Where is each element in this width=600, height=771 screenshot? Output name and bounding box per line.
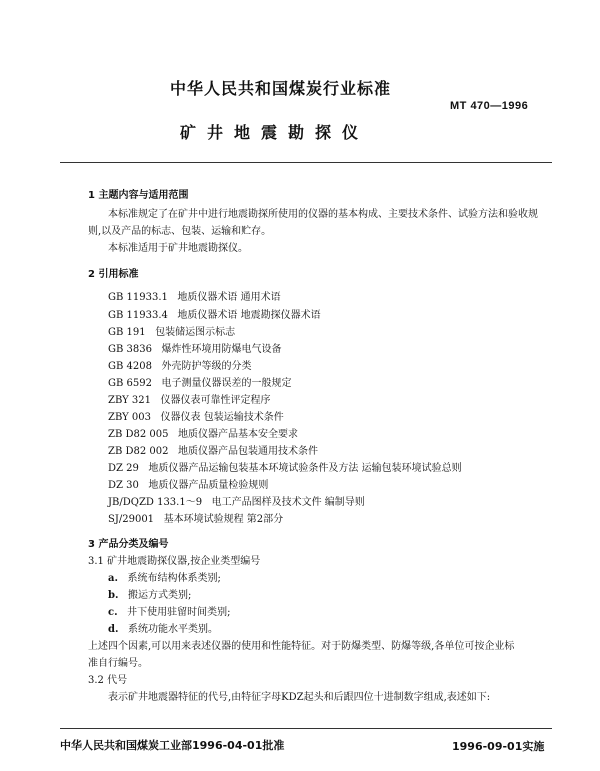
reference-code: ZB D82 005 (108, 429, 169, 440)
reference-title: 爆炸性环境用防爆电气设备 (161, 344, 282, 355)
section-1-para-1-line-2: 则,以及产品的标志、包装、运输和贮存。 (88, 226, 272, 237)
reference-title: 外壳防护等级的分类 (161, 361, 252, 372)
reference-title: 包装储运图示标志 (155, 327, 236, 338)
reference-title: 地质仪器术语 地震勘探仪器术语 (177, 310, 321, 321)
reference-code: ZBY 003 (108, 412, 151, 423)
reference-code: GB 11933.4 (108, 310, 168, 321)
reference-item (108, 493, 365, 508)
reference-code: DZ 30 (108, 480, 139, 491)
reference-title: 仪器仪表 包装运输技术条件 (160, 412, 284, 423)
reference-item (108, 357, 252, 372)
section-1-heading: 1 主题内容与适用范围 (88, 190, 189, 201)
reference-item (108, 323, 235, 338)
list-item (108, 604, 231, 621)
subsection-3-2-heading: 3.2 代号 (88, 675, 128, 686)
document-title: 矿井地震勘探仪 (180, 123, 370, 142)
reference-title: 电子测量仪器误差的一般规定 (161, 378, 292, 389)
section-3-para-line-1: 上述四个因素,可以用来表述仪器的使用和性能特征。对于防爆类型、防爆等级,各单位可按企业标 (88, 641, 515, 652)
reference-code: GB 191 (108, 327, 146, 338)
reference-title: 地质仪器术语 通用术语 (177, 292, 281, 303)
reference-item (108, 459, 462, 474)
subsection-3-2-text: 表示矿井地震器特征的代号,由特征字母KDZ起头和后跟四位十进制数字组成,表述如下: (108, 692, 491, 703)
reference-title: 地质仪器产品运输包装基本环境试验条件及方法 运输包装环境试验总则 (148, 463, 462, 474)
list-item-letter: a. (108, 573, 118, 584)
reference-title: 仪器仪表可靠性评定程序 (160, 395, 271, 406)
section-2-heading: 2 引用标准 (88, 269, 139, 280)
reference-item (108, 374, 292, 389)
reference-item (108, 391, 271, 406)
section-1-para-2: 本标准适用于矿井地震勘探仪。 (108, 243, 248, 254)
reference-code: GB 4208 (108, 361, 152, 372)
section-3-heading: 3 产品分类及编号 (88, 539, 169, 550)
reference-item (108, 476, 268, 491)
list-item (108, 587, 191, 604)
reference-item (108, 510, 283, 525)
reference-title: 地质仪器产品质量检验规则 (148, 480, 269, 491)
list-item (108, 621, 218, 638)
reference-code: ZB D82 002 (108, 446, 169, 457)
standard-number: MT 470—1996 (450, 100, 529, 112)
reference-title: 地质仪器产品基本安全要求 (178, 429, 299, 440)
reference-title: 基本环境试验规程 第2部分 (163, 514, 284, 525)
reference-code: GB 3836 (108, 344, 152, 355)
reference-code: GB 6592 (108, 378, 152, 389)
reference-item (108, 288, 281, 303)
issuing-body-title: 中华人民共和国煤炭行业标准 (170, 79, 392, 98)
header-divider (60, 162, 552, 163)
section-3-para-line-2: 准自行编号。 (88, 658, 148, 669)
reference-code: JB/DQZD 133.1～9 (108, 497, 203, 508)
reference-title: 电工产品图样及技术文件 编制导则 (211, 497, 365, 508)
list-item-text: 系统布结构体系类别; (127, 573, 221, 584)
list-item-text: 系统功能水平类别。 (128, 624, 219, 635)
list-item-text: 井下使用驻留时间类别; (127, 607, 231, 618)
reference-code: GB 11933.1 (108, 292, 168, 303)
reference-code: ZBY 321 (108, 395, 151, 406)
reference-code: SJ/29001 (108, 514, 155, 525)
reference-title: 地质仪器产品包装通用技术条件 (178, 446, 319, 457)
approval-statement: 中华人民共和国煤炭工业部1996-04-01批准 (60, 739, 285, 752)
section-1-para-1-line-1: 本标准规定了在矿井中进行地震勘探所使用的仪器的基本构成、主要技术条件、试验方法和验收规 (108, 209, 538, 220)
footer-divider (60, 728, 552, 729)
list-item-letter: b. (108, 590, 119, 601)
list-item-letter: d. (108, 624, 119, 635)
reference-item (108, 408, 284, 423)
list-item-text: 搬运方式类别; (128, 590, 192, 601)
reference-item (108, 340, 282, 355)
reference-item (108, 442, 318, 457)
list-item-letter: c. (108, 607, 118, 618)
reference-code: DZ 29 (108, 463, 139, 474)
reference-item (108, 306, 321, 321)
implementation-date: 1996-09-01实施 (452, 740, 545, 753)
reference-item (108, 425, 298, 440)
list-item (108, 570, 221, 587)
subsection-3-1-heading: 3.1 矿井地震勘探仪器,按企业类型编号 (88, 556, 261, 567)
